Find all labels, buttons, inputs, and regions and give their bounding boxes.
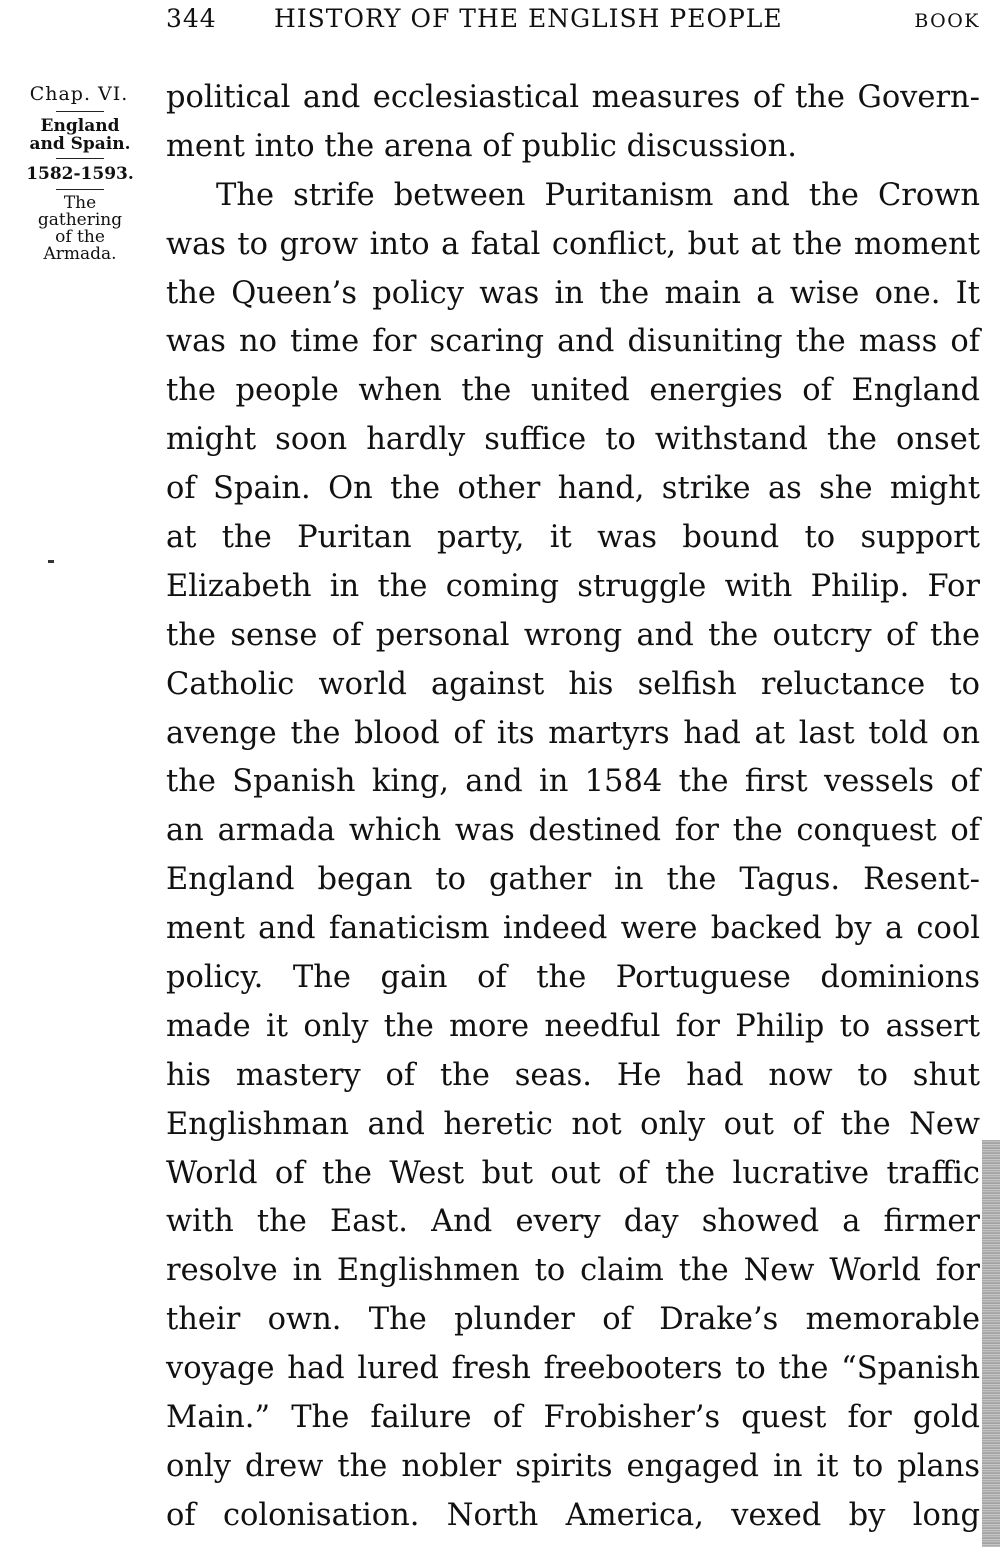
text-line: with the East. And every day showed a firmer [166,1204,980,1240]
body-text [166,74,980,1541]
margin-rule [56,189,104,190]
text-line: policy. The gain of the Portuguese dominions [166,960,980,996]
margin-topic-line-4: Armada. [43,244,117,264]
text-line: their own. The plunder of Drake’s memorable [166,1302,980,1338]
margin-section-line-2: and Spain. [29,134,131,154]
running-head [166,4,980,40]
text-line: Elizabeth in the coming struggle with Philip. For [166,568,980,604]
text-line: made it only the more needful for Philip to assert [166,1008,980,1044]
text-line: voyage had lured fresh freebooters to the “Spanish [166,1351,980,1387]
page-number: 344 [166,4,217,33]
text-line: England began to gather in the Tagus. Resent- [166,862,980,898]
running-book-label: BOOK [914,10,980,32]
text-line: Main.” The failure of Frobisher’s quest for gold [166,1400,980,1436]
text-line: his mastery of the seas. He had now to shut [166,1057,980,1093]
text-line: only drew the nobler spirits engaged in it to plans [166,1448,980,1484]
text-line: avenge the blood of its martyrs had at last told on [166,715,980,751]
text-line: the Spanish king, and in 1584 the first vessels of [166,764,980,800]
text-line: The strife between Puritanism and the Crown [216,177,980,213]
text-line: the people when the united energies of England [166,373,980,409]
text-line: Catholic world against his selfish reluctance to [166,666,980,702]
margin-chapter: Chap. VI. [29,83,129,105]
margin-dates: 1582-1593. [26,164,134,184]
text-line: the sense of personal wrong and the outcry of the [166,617,980,653]
text-line: an armada which was destined for the conquest of [166,813,980,849]
binding-gutter-shadow [982,1140,1000,1547]
text-line: the Queen’s policy was in the main a wise one. It [166,275,980,311]
margin-topic-line-3: of the [55,227,105,247]
text-line: of colonisation. North America, vexed by long [166,1497,980,1533]
text-line: was to grow into a fatal conflict, but at the moment [166,226,980,262]
text-line: political and ecclesiastical measures of the Govern- [166,80,980,115]
margin-rule [56,158,104,159]
text-line: World of the West but out of the lucrative traffic [166,1155,980,1191]
text-line: ment into the arena of public discussion. [166,128,797,164]
margin-topic-line-1: The [63,193,97,213]
margin-topic-line-2: gathering [37,210,123,230]
margin-rule [56,111,104,112]
text-line: at the Puritan party, it was bound to support [166,520,980,556]
text-line: Englishman and heretic not only out of the New [166,1106,980,1142]
text-line: resolve in Englishmen to claim the New World for [166,1253,980,1289]
ink-mark [48,560,54,563]
margin-notes [10,82,150,263]
text-line: was no time for scaring and disuniting the mass of [166,324,980,360]
margin-section-line-1: England [40,116,120,136]
running-title: HISTORY OF THE ENGLISH PEOPLE [274,4,783,33]
text-line: might soon hardly suffice to withstand the onset [166,422,980,458]
text-line: of Spain. On the other hand, strike as she might [166,471,980,507]
text-line: ment and fanaticism indeed were backed by a cool [166,911,980,947]
